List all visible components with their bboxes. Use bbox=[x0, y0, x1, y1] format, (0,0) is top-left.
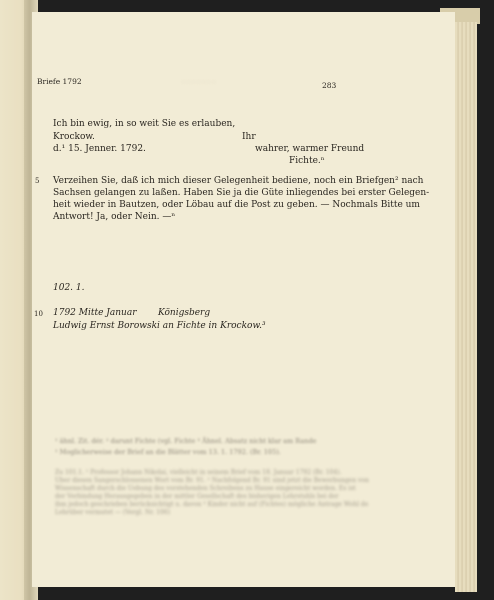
closing-phrase: wahrer, warmer Freund bbox=[255, 144, 365, 154]
letter-place: Krockow. bbox=[53, 132, 95, 142]
postscript-line: Antwort! Ja, oder Nein. —ⁿ bbox=[53, 212, 176, 222]
book-page bbox=[32, 12, 455, 587]
signature: Fichte.ⁿ bbox=[289, 156, 325, 166]
page-number: 283 bbox=[322, 81, 337, 90]
commentary-line: ihm jedoch geschrieben berücksichtigt u. davon ³ Kinder nicht auf (Fichtes) mögliche Antrage Wohl de bbox=[55, 501, 369, 508]
letter-date: d.¹ 15. Jenner. 1792. bbox=[53, 144, 146, 154]
line-number: 10 bbox=[34, 310, 43, 318]
postscript-line: Verzeihen Sie, daß ich mich dieser Gelegenheit bediene, noch ein Briefgen² nach bbox=[53, 176, 424, 186]
footnote-line: ¹ ähnl. Zit. dér. ² darunt Fichte (vgl. Fichte ³ Ähnel. Absatz nicht klar am Rande bbox=[55, 437, 317, 445]
commentary-line: Zu 101.1. ¹ Professor Johann Nikolai, vielleicht in seinem Brief vom 18. Januar 1792 (Br. 104). bbox=[55, 469, 342, 476]
letter-place-heading: Königsberg bbox=[158, 308, 211, 318]
letter-date-heading: 1792 Mitte Januar bbox=[53, 308, 137, 318]
show-through-text: · · · · · · · bbox=[182, 78, 216, 87]
postscript-line: heit wieder in Bautzen, oder Löbau auf die Post zu geben. — Nochmals Bitte um bbox=[53, 200, 420, 210]
page-stack-edge bbox=[455, 22, 477, 592]
running-title: Briefe 1792 bbox=[37, 77, 82, 86]
commentary-line: der Verbindung Herausgegeben in der mittler Gesellschaft des bisherigen Lehrstuhls bei der bbox=[55, 493, 339, 500]
commentary-line: Über diesen Sangerschlossenen Wort vom Br. 91. ² Nachfolgend Br. 91 sind jetzt die Bewerbungen von bbox=[55, 477, 369, 484]
postscript-line: Sachsen gelangen zu laßen. Haben Sie ja die Güte inliegendes bei erster Gelegen- bbox=[53, 188, 430, 198]
commentary-line: Wissenschaft durch die Uebung des vorstehenden Schreibens zu Hause eingereicht worden. Es ist bbox=[55, 485, 356, 492]
letter-number: 102. 1. bbox=[53, 283, 85, 293]
footnote-line: ¹ Moglicherweise der Brief an die Blätter vom 13. 1. 1792. (Br. 105). bbox=[55, 448, 281, 456]
closing-line: Ich bin ewig, in so weit Sie es erlauben, bbox=[53, 119, 236, 129]
closing-word: Ihr bbox=[242, 132, 256, 142]
line-number: 5 bbox=[35, 177, 40, 185]
letter-title: Ludwig Ernst Borowski an Fichte in Krockow.³ bbox=[53, 321, 266, 331]
commentary-line: Lehrüber vermutet — (Vergl. Nr. 106) bbox=[55, 509, 171, 516]
